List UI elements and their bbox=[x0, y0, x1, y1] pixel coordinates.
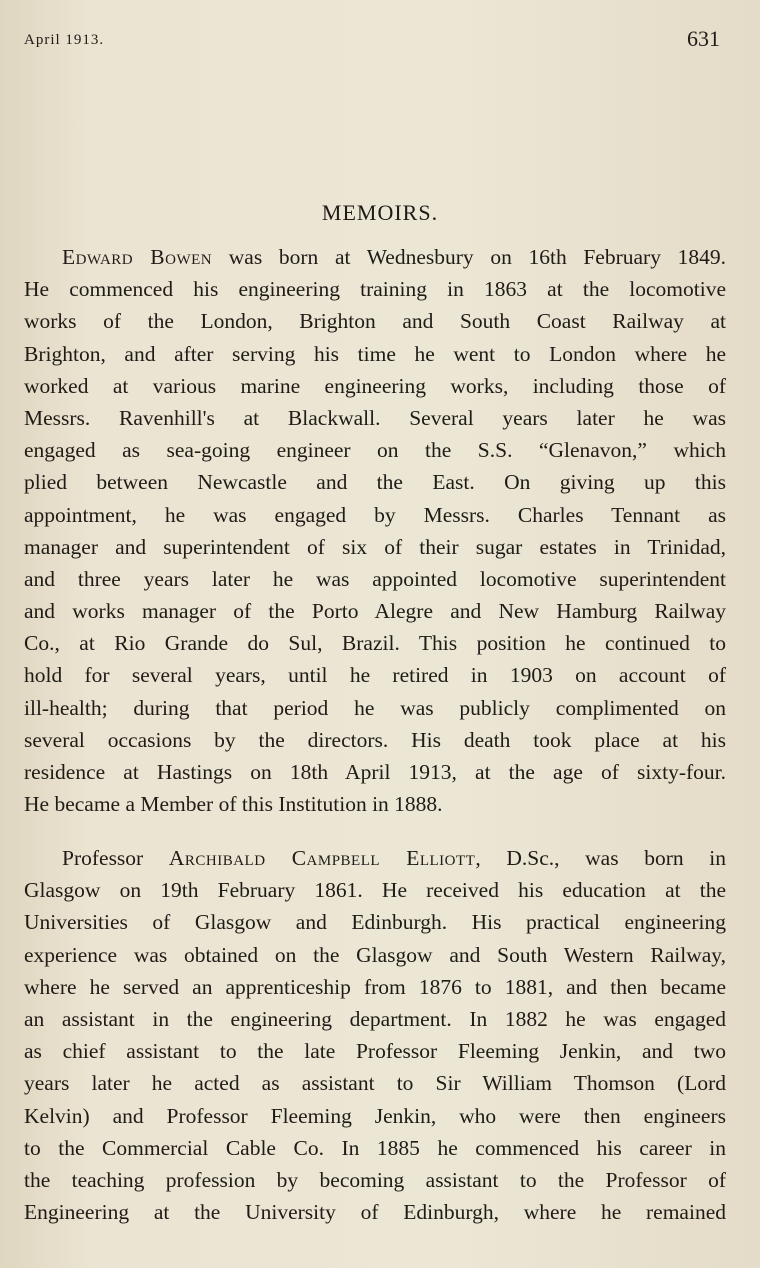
memoir-line: worked at various marine engineering works, including those of bbox=[24, 373, 726, 398]
memoir-line: Kelvin) and Professor Fleeming Jenkin, who were then engineers bbox=[24, 1103, 726, 1128]
memoir-subject-name: Archibald Campbell Elliott bbox=[168, 846, 476, 870]
memoir-subject-name: Edward Bowen bbox=[62, 245, 213, 269]
memoir-line bbox=[24, 241, 726, 273]
memoir-edward-bowen bbox=[24, 241, 726, 820]
memoir-line: an assistant in the engineering department. In 1882 he was engaged bbox=[24, 1006, 726, 1031]
memoir-line: and works manager of the Porto Alegre and New Hamburg Railway bbox=[24, 599, 726, 624]
memoir-line: manager and superintendent of six of their sugar estates in Trinidad, bbox=[24, 534, 726, 559]
memoir-line: Glasgow on 19th February 1861. He received his education at the bbox=[24, 878, 726, 903]
memoir-line-text: was born at Wednesbury on 16th February 1849. bbox=[212, 245, 726, 269]
memoir-line: plied between Newcastle and the East. On giving up this bbox=[24, 470, 726, 495]
memoir-line: experience was obtained on the Glasgow and South Western Railway, bbox=[24, 942, 726, 967]
memoir-line: appointment, he was engaged by Messrs. Charles Tennant as bbox=[24, 502, 726, 527]
memoir-line: and three years later he was appointed locomotive superintendent bbox=[24, 566, 726, 591]
memoir-line: the teaching profession by becoming assistant to the Professor of bbox=[24, 1167, 726, 1192]
memoir-line: hold for several years, until he retired in 1903 on account of bbox=[24, 663, 726, 688]
running-head bbox=[24, 24, 720, 64]
memoir-line-text: , D.Sc., was born in bbox=[475, 846, 726, 870]
memoir-line: Brighton, and after serving his time he went to London where he bbox=[24, 341, 726, 366]
memoir-line: ill-health; during that period he was publicly complimented on bbox=[24, 695, 726, 720]
page-number: 631 bbox=[687, 26, 720, 51]
memoir-line: Engineering at the University of Edinburgh, where he remained bbox=[24, 1200, 726, 1225]
memoir-line: residence at Hastings on 18th April 1913, at the age of sixty-four. bbox=[24, 760, 726, 784]
memoir-line: Messrs. Ravenhill's at Blackwall. Several years later he was bbox=[24, 405, 726, 430]
memoir-archibald-campbell-elliott bbox=[24, 842, 726, 1228]
section-title: MEMOIRS. bbox=[321, 200, 439, 225]
memoir-line: Co., at Rio Grande do Sul, Brazil. This position he continued to bbox=[24, 631, 726, 656]
memoir-line: works of the London, Brighton and South Coast Railway at bbox=[24, 309, 726, 334]
memoir-line: several occasions by the directors. His death took place at his bbox=[24, 727, 726, 752]
memoir-line: He commenced his engineering training in 1863 at the locomotive bbox=[24, 277, 726, 302]
memoir-line: years later he acted as assistant to Sir William Thomson (Lord bbox=[24, 1071, 726, 1096]
memoir-line: engaged as sea-going engineer on the S.S. “Glenavon,” which bbox=[24, 438, 726, 463]
memoir-line: Universities of Glasgow and Edinburgh. His practical engineering bbox=[24, 910, 726, 935]
memoir-line bbox=[24, 842, 726, 874]
running-head-date: April 1913. bbox=[24, 32, 105, 48]
memoir-line: where he served an apprenticeship from 1876 to 1881, and then became bbox=[24, 974, 726, 999]
memoir-line: He became a Member of this Institution in 1888. bbox=[24, 792, 443, 817]
memoir-lead: Professor bbox=[62, 846, 169, 870]
memoir-line: to the Commercial Cable Co. In 1885 he commenced his career in bbox=[24, 1135, 726, 1160]
memoir-line: as chief assistant to the late Professor Fleeming Jenkin, and two bbox=[24, 1039, 726, 1064]
